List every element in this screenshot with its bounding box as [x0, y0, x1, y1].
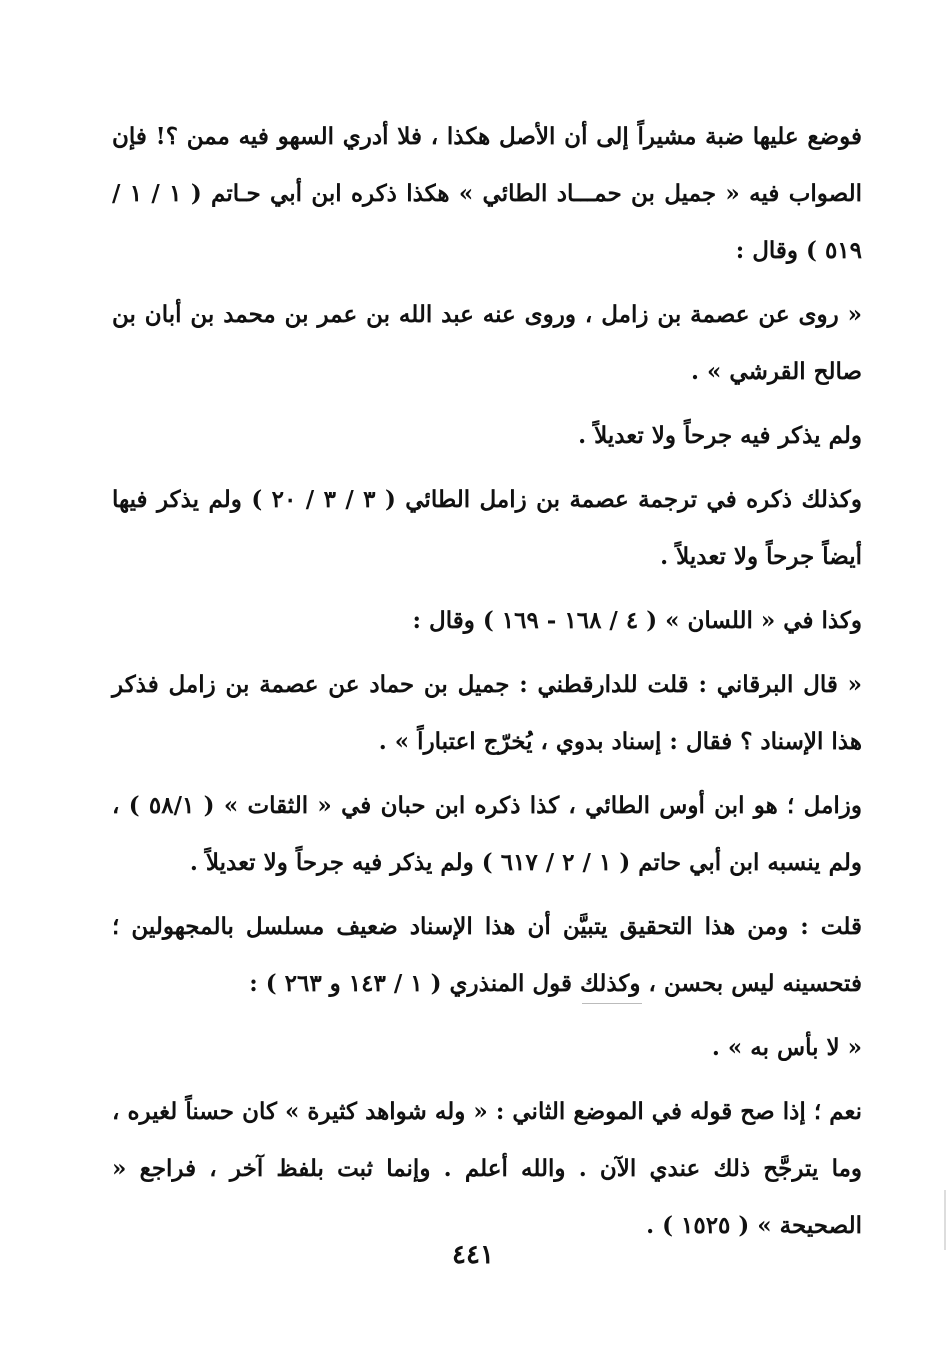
page-body — [112, 108, 862, 1261]
quote-paragraph: « لا بأس به » . — [711, 1034, 862, 1061]
paragraph: وزامل ؛ هو ابن أوس الطائي ، كذا ذكره ابن حبان في « الثقات » ( ٥٨/١ ) ، ولم ينسبه ابن أبي حاتم ( ١ / ٢ / ٦١٧ ) ولم يذكر فيه جرحاً ولا تعديلاً . — [112, 792, 862, 876]
quote-paragraph: « قال البرقاني : قلت للدارقطني : جميل بن حماد عن عصمة بن زامل فذكر هذا الإسناد ؟ فقال : إسناد بدوي ، يُخرّج اعتباراً » . — [112, 671, 862, 755]
paragraph: وكذلك ذكره في ترجمة عصمة بن زامل الطائي ( ٣ / ٣ / ٢٠ ) ولم يذكر فيها أيضاً جرحاً ولا تعديلاً . — [112, 486, 862, 570]
scan-artifact-line — [582, 1003, 642, 1004]
page-number: ٤٤١ — [452, 1240, 494, 1270]
quote-paragraph: « روى عن عصمة بن زامل ، وروى عنه عبد الله بن عمر بن محمد بن أبان بن صالح القرشي » . — [112, 301, 862, 385]
paragraph: نعم ؛ إذا صح قوله في الموضع الثاني : « وله شواهد كثيرة » كان حسناً لغيره ، وما يترجَّح ذلك عندي الآن . والله أعلم . وإنما ثبت بلفظ آخر ، فراجع « الصحيحة » ( ١٥٢٥ ) . — [112, 1098, 862, 1239]
paragraph: قلت : ومن هذا التحقيق يتبيَّن أن هذا الإسناد ضعيف مسلسل بالمجهولين ؛ فتحسينه ليس بحسن ، وكذلك قول المنذري ( ١ / ١٤٣ و ٢٦٣ ) : — [112, 913, 862, 997]
paragraph: ولم يذكر فيه جرحاً ولا تعديلاً . — [578, 422, 862, 449]
paragraph: فوضع عليها ضبة مشيراً إلى أن الأصل هكذا ، فلا أدري السهو فيه ممن ؟! فإن الصواب فيه « جميل بن حمـــاد الطائي » هكذا ذكره ابن أبي حـاتم ( ١ / ١ / ٥١٩ ) وقال : — [112, 123, 862, 264]
paragraph: وكذا في « اللسان » ( ٤ / ١٦٨ - ١٦٩ ) وقال : — [412, 607, 862, 634]
